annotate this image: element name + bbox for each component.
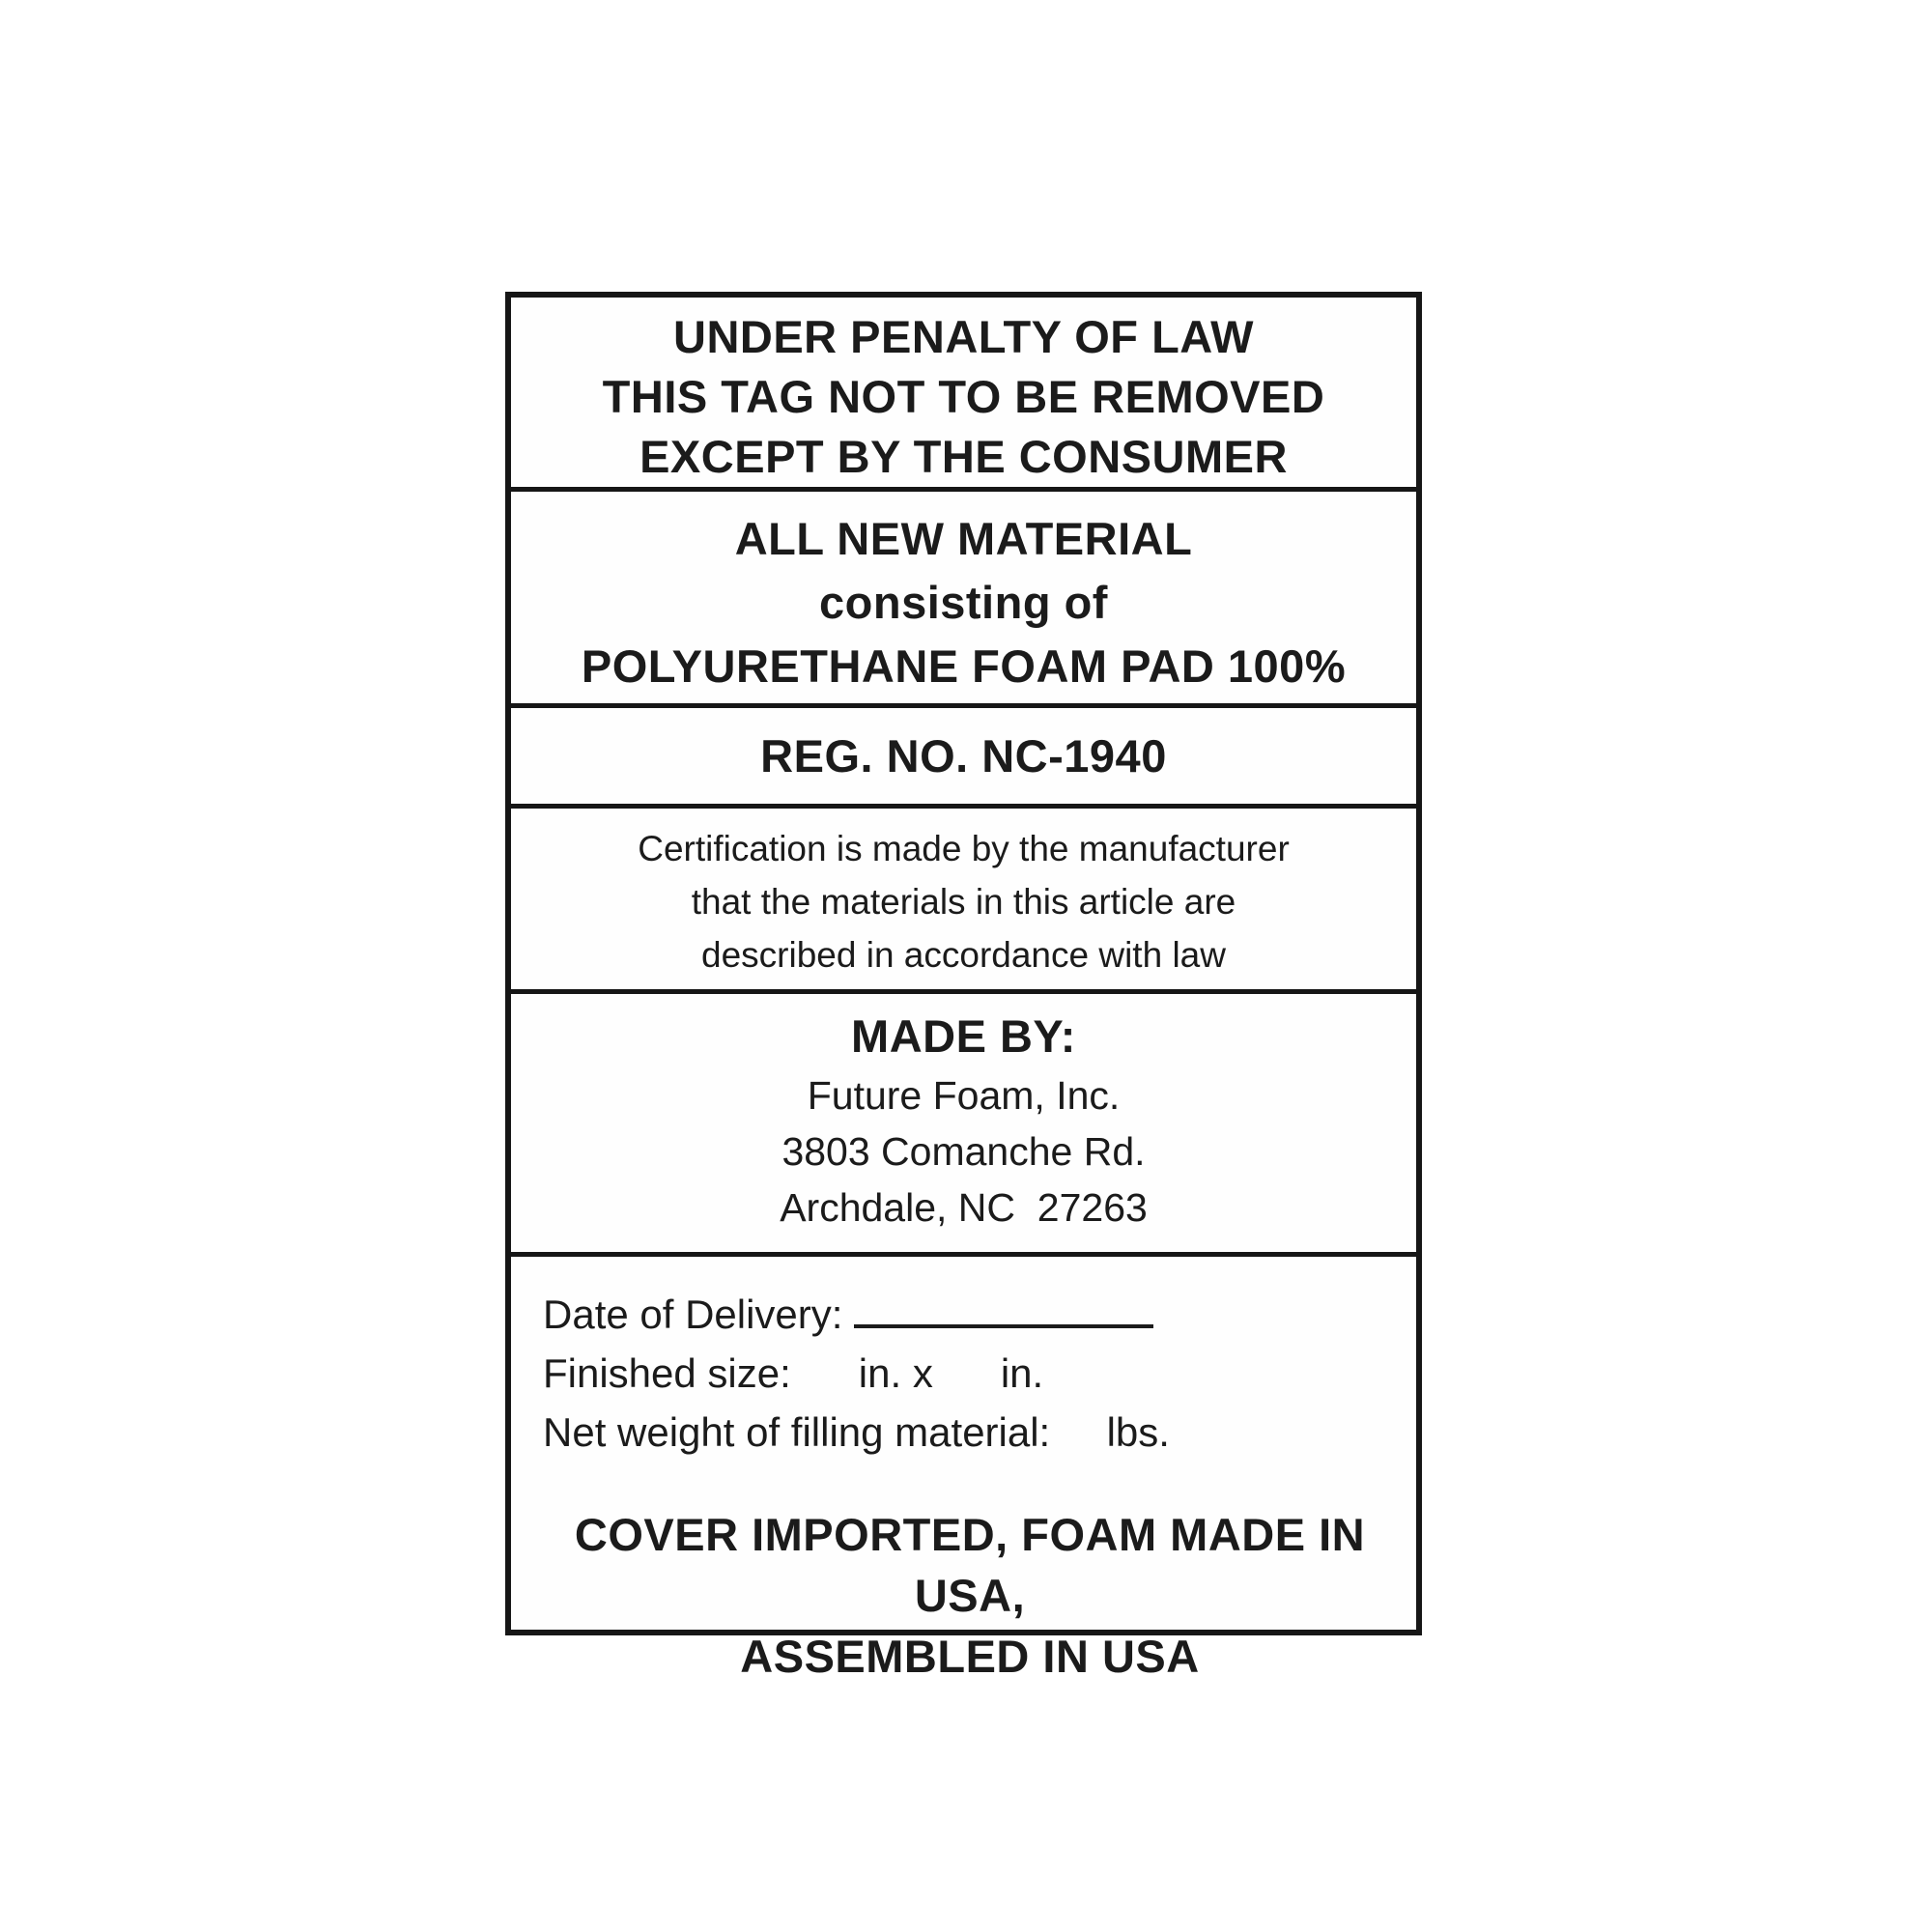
- material-line-1: ALL NEW MATERIAL: [734, 513, 1193, 564]
- origin-statement: [543, 1504, 1397, 1687]
- penalty-line-2: THIS TAG NOT TO BE REMOVED: [602, 371, 1325, 422]
- manufacturer-name: Future Foam, Inc.: [807, 1073, 1121, 1118]
- certification-line-2: that the materials in this article are: [691, 882, 1236, 922]
- made-by-heading: MADE BY:: [851, 1010, 1076, 1062]
- manufacturer-street: 3803 Comanche Rd.: [781, 1129, 1146, 1174]
- penalty-warning-section: [511, 298, 1416, 492]
- material-contents-section: [511, 492, 1416, 708]
- certification-section: [511, 809, 1416, 994]
- material-line-2: consisting of: [819, 577, 1108, 628]
- registration-number-section: [511, 708, 1416, 809]
- date-of-delivery-row: [543, 1284, 1397, 1344]
- date-of-delivery-blank-line: [854, 1284, 1153, 1328]
- origin-line-2: ASSEMBLED IN USA: [740, 1631, 1200, 1682]
- finished-size-row: Finished size: in. x in.: [543, 1350, 1044, 1396]
- date-of-delivery-label: Date of Delivery:: [543, 1292, 855, 1337]
- law-label-tag: [505, 292, 1422, 1682]
- origin-line-1: COVER IMPORTED, FOAM MADE IN USA,: [574, 1509, 1378, 1621]
- certification-line-1: Certification is made by the manufacturer: [638, 829, 1290, 868]
- manufacturer-city-state-zip: Archdale, NC 27263: [780, 1185, 1148, 1230]
- penalty-line-3: EXCEPT BY THE CONSUMER: [639, 431, 1288, 482]
- registration-number: REG. NO. NC-1940: [760, 730, 1167, 781]
- material-line-3: POLYURETHANE FOAM PAD 100%: [581, 640, 1347, 692]
- delivery-details-section: [511, 1257, 1416, 1687]
- manufacturer-section: [511, 994, 1416, 1257]
- certification-line-3: described in accordance with law: [701, 935, 1226, 975]
- penalty-line-1: UNDER PENALTY OF LAW: [673, 311, 1254, 362]
- net-weight-row: Net weight of filling material: lbs.: [543, 1409, 1170, 1455]
